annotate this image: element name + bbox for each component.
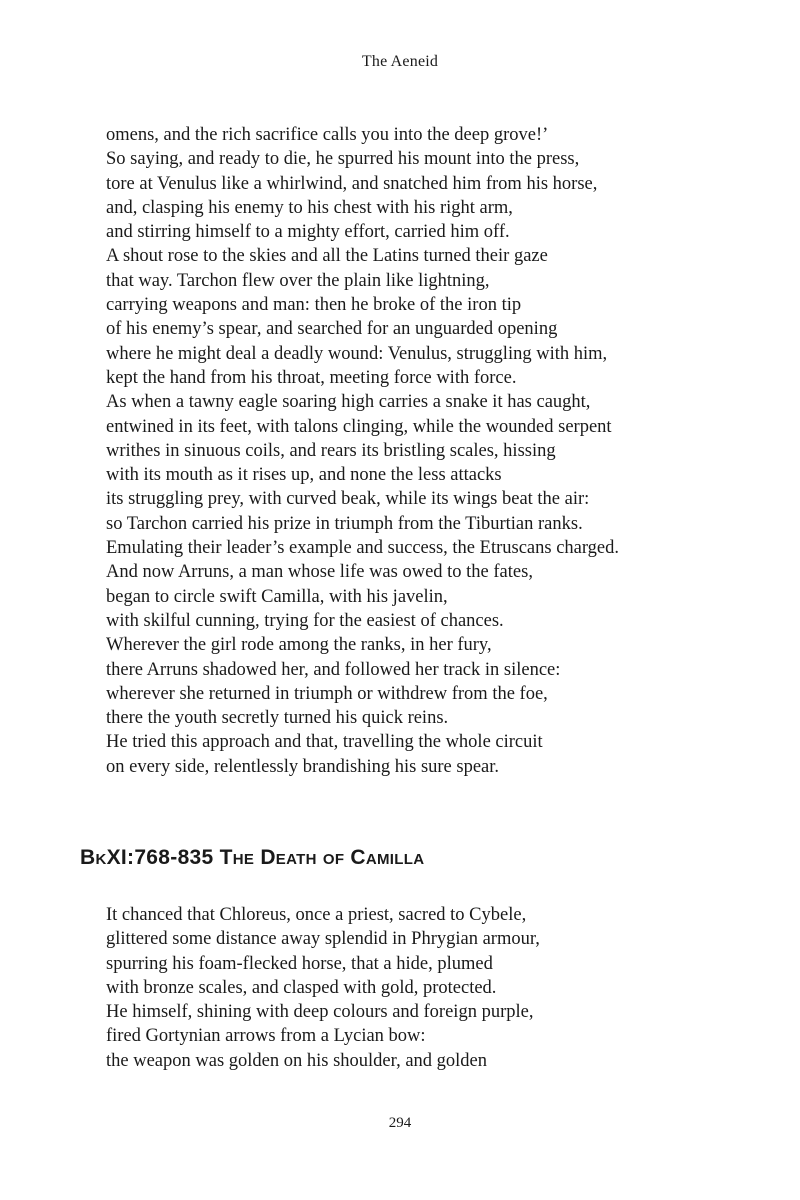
verse-line: so Tarchon carried his prize in triumph from the Tiburtian ranks.: [106, 513, 583, 534]
verse-line: with its mouth as it rises up, and none the less attacks: [106, 465, 502, 486]
verse-line: omens, and the rich sacrifice calls you into the deep grove!’: [106, 125, 549, 145]
poem-passage-after: [106, 903, 540, 1073]
running-head: The Aeneid: [361, 53, 439, 70]
verse-line: that way. Tarchon flew over the plain like lightning,: [106, 270, 490, 291]
verse-line: kept the hand from his throat, meeting force with force.: [106, 367, 517, 388]
verse-line: He tried this approach and that, travelling the whole circuit: [106, 732, 543, 753]
poem-passage-before: [106, 123, 619, 779]
verse-line: writhes in sinuous coils, and rears its bristling scales, hissing: [106, 440, 556, 461]
verse-line: A shout rose to the skies and all the Latins turned their gaze: [106, 246, 548, 267]
verse-line: fired Gortynian arrows from a Lycian bow:: [106, 1026, 426, 1047]
section-heading: BkXI:768-835 The Death of Camilla: [80, 846, 425, 869]
verse-line: So saying, and ready to die, he spurred his mount into the press,: [106, 149, 580, 170]
verse-line: Emulating their leader’s example and success, the Etruscans charged.: [106, 538, 620, 559]
verse-line: He himself, shining with deep colours and foreign purple,: [106, 1002, 534, 1023]
verse-line: its struggling prey, with curved beak, while its wings beat the air:: [106, 489, 590, 510]
verse-line: where he might deal a deadly wound: Venulus, struggling with him,: [106, 343, 608, 364]
verse-line: the weapon was golden on his shoulder, and golden: [106, 1050, 488, 1071]
verse-line: and stirring himself to a mighty effort, carried him off.: [106, 222, 510, 243]
verse-line: there the youth secretly turned his quick reins.: [106, 708, 449, 729]
verse-line: glittered some distance away splendid in Phrygian armour,: [106, 929, 540, 950]
verse-line: entwined in its feet, with talons clinging, while the wounded serpent: [106, 416, 612, 437]
verse-line: with skilful cunning, trying for the easiest of chances.: [106, 610, 504, 631]
verse-line: and, clasping his enemy to his chest with his right arm,: [106, 197, 513, 218]
verse-line: with bronze scales, and clasped with gold, protected.: [106, 977, 497, 998]
verse-line: on every side, relentlessly brandishing his sure spear.: [106, 756, 500, 777]
verse-line: tore at Venulus like a whirlwind, and snatched him from his horse,: [106, 173, 598, 194]
verse-line: there Arruns shadowed her, and followed her track in silence:: [106, 659, 561, 680]
verse-line: And now Arruns, a man whose life was owed to the fates,: [106, 562, 533, 583]
verse-line: wherever she returned in triumph or withdrew from the foe,: [106, 683, 548, 704]
verse-line: carrying weapons and man: then he broke of the iron tip: [106, 295, 522, 316]
verse-line: As when a tawny eagle soaring high carries a snake it has caught,: [106, 392, 591, 413]
verse-line: began to circle swift Camilla, with his javelin,: [106, 586, 448, 607]
verse-line: Wherever the girl rode among the ranks, in her fury,: [106, 635, 492, 656]
verse-line: of his enemy’s spear, and searched for an unguarded opening: [106, 319, 558, 340]
verse-line: It chanced that Chloreus, once a priest, sacred to Cybele,: [106, 905, 527, 925]
verse-line: spurring his foam-flecked horse, that a hide, plumed: [106, 953, 493, 974]
page-number: 294: [388, 1115, 412, 1131]
